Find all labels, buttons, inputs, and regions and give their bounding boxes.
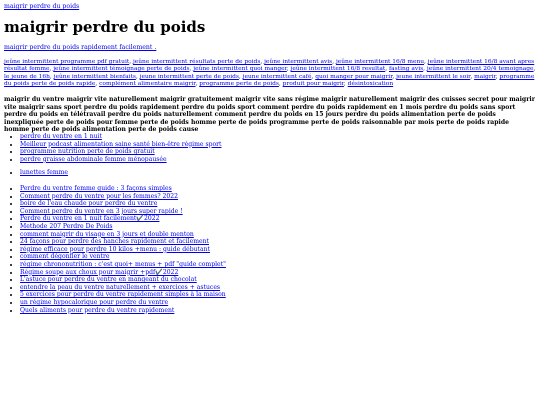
tag-link[interactable]: jeûne intermittent 16/8 resultat (290, 66, 386, 73)
article-link[interactable]: 24 façons pour perdre des hanches rapidement et facilement (20, 238, 209, 246)
list-item (20, 307, 226, 315)
tag-link[interactable]: jeûne intermittent avis (264, 59, 333, 65)
tag-link[interactable]: jeûne intermittent 16/8 avant apres résultat femme (4, 59, 535, 73)
tag-link[interactable]: jeûne intermittent 16/8 menu (335, 59, 425, 65)
keywords-paragraph: maigrir du ventre maigrir vite naturellement maigrir gratuitement maigrir vite sans régime maigrir naturellement maigrir des cuisses secret pour maigrir vite maigrir sans sport perdre du poids rapidement perdre du poids sport comment perdre du poids rapidement en 1 mois perdre du poids sans sport perdre du poids en télétravail perdre du poids naturellement comment perdre du poids en 15 jours perdre du poids alimentation perte de poids inexpliquée perte de poids pour femme perte de poids homme perte de poids programme perte de poids raisonnable par mois perte de poids rapide homme perte de poids alimentation perte de poids cause (4, 96, 535, 134)
tag-separator: , (385, 66, 389, 73)
list-link[interactable]: perdre du ventre en 1 nuit (20, 133, 102, 140)
tag-separator: , (343, 81, 348, 88)
article-link[interactable]: entendre la peau du ventre naturellement + exercices + astuces (20, 283, 221, 291)
list-item (20, 193, 226, 201)
article-link[interactable]: L'astuce pour perdre du ventre en mangeant du chocolat (20, 276, 197, 284)
list-item (20, 299, 226, 307)
top-home-link[interactable]: maigrir perdre du poids (4, 3, 80, 10)
tag-separator: , (470, 73, 475, 80)
article-link[interactable]: Perdre du ventre femme guide : 3 façons simples (20, 185, 172, 192)
tag-separator: , (135, 73, 140, 80)
tag-separator: , (195, 81, 200, 88)
tag-separator: , (49, 66, 54, 73)
list-item (20, 223, 226, 231)
list-item (20, 215, 226, 223)
list-item (20, 284, 226, 292)
tag-link[interactable]: maigrir (474, 73, 496, 80)
article-link[interactable]: 5 exercices pour perdre du ventre rapidement simples à la maison (20, 291, 226, 299)
articles-list (0, 185, 226, 314)
list-link[interactable]: programme nutrition perte de poids gratuit (20, 148, 155, 156)
tag-link[interactable]: le jeune de 16h (4, 73, 50, 80)
list-item (20, 231, 226, 239)
tag-separator: , (495, 73, 500, 80)
tag-link[interactable]: jeûne intermittent quoi manger (193, 66, 287, 73)
tag-separator: , (260, 59, 265, 65)
tag-separator: , (533, 66, 536, 73)
article-link[interactable]: boire de l'eau chaude pour perdre du ventre (20, 200, 158, 208)
tag-link[interactable]: jeûne intermittent témoignage perte de poids (53, 66, 190, 73)
list-item (20, 269, 226, 277)
list-link[interactable]: lunettes femme (20, 168, 68, 176)
list-item (20, 185, 226, 193)
list-item (20, 253, 226, 261)
tag-link[interactable]: jeune intermittent café (242, 73, 312, 80)
tag-separator: , (129, 59, 133, 65)
tag-separator: , (49, 73, 54, 80)
tag-link[interactable]: désintoxication (347, 81, 394, 88)
tag-separator: , (332, 59, 336, 65)
tag-separator: , (392, 73, 397, 80)
tag-link[interactable]: jeûne intermittent résultats perte de poids (132, 59, 261, 65)
list-item (20, 238, 226, 246)
tag-link[interactable]: jeûne intermittent 20/4 temoignage (426, 66, 534, 73)
tag-link[interactable]: jeûne intermittent programme pdf gratuit (4, 59, 130, 65)
article-link[interactable]: Comment perdre du ventre en 3 jours super rapide ! (20, 207, 183, 215)
tag-separator: , (189, 66, 194, 73)
list-item (20, 169, 222, 177)
tag-link[interactable]: complément alimentaire maigrir (99, 81, 196, 88)
article-link[interactable]: Methode 207 Perdre De Poids (20, 222, 113, 230)
article-link[interactable]: Quels aliments pour perdre du ventre rapidement (20, 306, 175, 314)
subtitle-link[interactable]: maigrir perdre du poids rapidement facilement . (4, 44, 157, 51)
tag-separator: , (311, 73, 316, 80)
article-link[interactable]: Perdre du ventre en 1 nuit facilement✔️2022 (20, 215, 160, 223)
tag-separator: , (423, 66, 427, 73)
article-link[interactable]: comment maigrir du visage en 3 jours et double menton (20, 230, 194, 238)
tag-link[interactable]: programme perte de poids (199, 81, 279, 88)
list-item (20, 291, 226, 299)
list-link[interactable]: perdre graisse abdominale femme ménopausée (20, 155, 167, 163)
page-title: maigrir perdre du poids (4, 18, 206, 36)
tag-separator: , (286, 66, 291, 73)
list-item (20, 276, 226, 284)
article-link[interactable]: régime chrononutrition : c'est quoi+ menus + pdf "guide complet" (20, 260, 226, 268)
article-link[interactable]: un régime hypocalorique pour perdre du ventre (20, 298, 169, 306)
tag-link[interactable]: programme du poids perte de poids rapide (4, 73, 535, 88)
article-link[interactable]: Régime soupe aux choux pour maigrir +pdf✔️2022 (20, 268, 179, 276)
tag-separator: , (238, 73, 243, 80)
list-item (20, 200, 226, 208)
list-link[interactable]: Meilleur podcast alimentation saine santé bien-être régime sport (20, 140, 222, 148)
article-link[interactable]: comment dégonfler le ventre (20, 253, 110, 261)
tag-link[interactable]: jeune intermittent le soir (396, 73, 471, 80)
list-item (20, 246, 226, 254)
tag-separator: , (278, 81, 283, 88)
article-link[interactable]: régime efficace pour perdre 10 kilos +menu : guide débutant (20, 245, 210, 253)
tag-link[interactable]: quoi manger pour maigrir (315, 73, 393, 80)
article-link[interactable]: Comment perdre du ventre pour les femmes? 2022 (20, 192, 179, 200)
tag-link[interactable]: jeûne intermittent bienfaits (53, 73, 136, 80)
tag-separator: , (95, 81, 100, 88)
tag-separator: , (424, 59, 428, 65)
list-item (20, 156, 222, 164)
related-links-list (0, 133, 222, 176)
tag-link[interactable]: jeune intermittent perte de poids (139, 73, 239, 80)
tag-link[interactable]: fasting avis (388, 66, 424, 73)
tag-links (4, 59, 538, 89)
tag-link[interactable]: produit pour maigrir (282, 81, 344, 88)
list-item (20, 148, 222, 156)
list-item (20, 261, 226, 269)
list-item (20, 133, 222, 141)
list-item (20, 141, 222, 149)
